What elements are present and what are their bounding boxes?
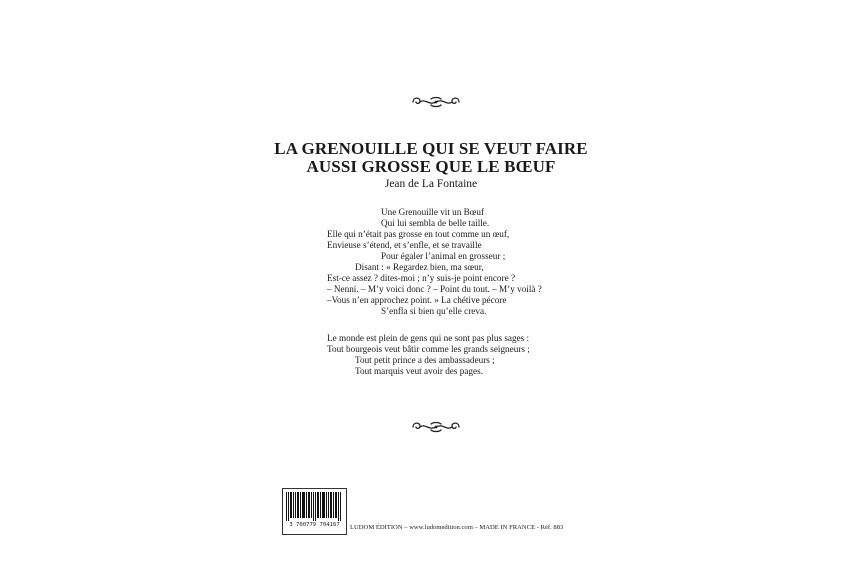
barcode-number: 3 700779 704167 (289, 522, 340, 528)
title-line-1: LA GRENOUILLE QUI SE VEUT FAIRE (274, 139, 588, 158)
poem-title (0, 140, 862, 176)
poem-line: –Vous n’en approchez point. » La chétive pécore (327, 295, 507, 305)
barcode-icon (286, 492, 343, 521)
poem-line: Est-ce assez ? dites-moi ; n’y suis-je point encore ? (327, 273, 516, 283)
top-ornament-icon (409, 95, 463, 109)
poem-line: Elle qui n’était pas grosse en tout comme un œuf, (327, 229, 510, 239)
poem-line: Tout petit prince a des ambassadeurs ; (355, 355, 495, 365)
poem-line: Envieuse s’étend, et s’enfle, et se travaille (327, 240, 482, 250)
poem-line: Le monde est plein de gens qui ne sont pas plus sages : (327, 333, 530, 343)
publisher-info: LUDOM ÉDITION – www.ludomedition.com – MADE IN FRANCE - Réf. 883 (350, 524, 564, 531)
poem-author: Jean de La Fontaine (384, 178, 478, 190)
poem-line: Tout marquis veut avoir des pages. (355, 366, 483, 376)
poem-line: Disant : « Regardez bien, ma sœur, (355, 262, 484, 272)
poem-line: – Nenni. – M’y voici donc ? – Point du tout. – M’y voilà ? (327, 284, 542, 294)
title-line-2: AUSSI GROSSE QUE LE BŒUF (306, 157, 556, 176)
poem-line: Pour égaler l’animal en grosseur ; (381, 251, 506, 261)
barcode (282, 488, 347, 535)
page-footer (0, 488, 862, 534)
bottom-ornament-icon (409, 420, 463, 434)
poem-line: Tout bourgeois veut bâtir comme les grands seigneurs ; (327, 344, 530, 354)
poem-line: Une Grenouille vit un Bœuf (381, 207, 485, 217)
poem-line: S’enfla si bien qu’elle creva. (381, 306, 487, 316)
poem-line: Qui lui sembla de belle taille. (381, 218, 490, 228)
